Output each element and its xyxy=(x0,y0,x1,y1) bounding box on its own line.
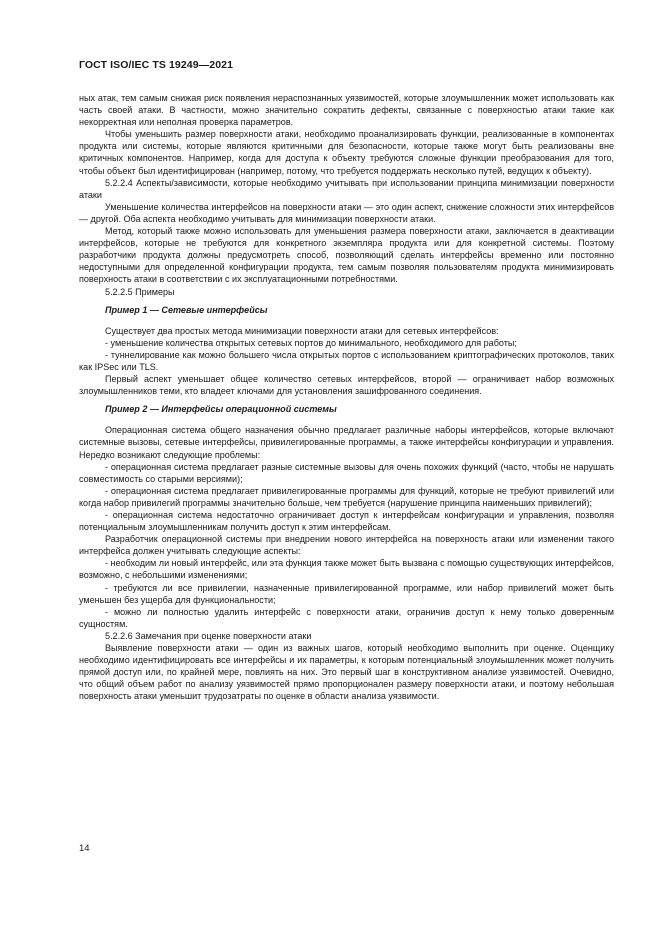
section-heading-5-2-2-4: 5.2.2.4 Аспекты/зависимости, которые необходимо учитывать при использовании принципа минимизации поверхности атаки xyxy=(79,177,614,200)
paragraph: Разработчик операционной системы при внедрении нового интерфейса на поверхность атаки или изменении такого интерфейса должен учитывать следующие аспекты: xyxy=(79,534,614,557)
list-item: - можно ли полностью удалить интерфейс с поверхности атаки, ограничив доступ к нему только доверенным сущностям. xyxy=(79,606,614,629)
section-heading-5-2-2-5: 5.2.2.5 Примеры xyxy=(105,286,175,297)
example-2-heading: Пример 2 — Интерфейсы операционной системы xyxy=(105,404,337,415)
list-item: - операционная система предлагает привилегированные программы для функций, которые не требуют привилегий или когда набор привилегий программы значительно больше, чем требуется (нарушение принципа наименьших привилегий); xyxy=(79,485,614,508)
list-item: - операционная система недостаточно ограничивает доступ к интерфейсам конфигурации и управления, позволяя потенциальным злоумышленникам получить доступ к этим интерфейсам. xyxy=(79,510,614,533)
list-item: - уменьшение количества открытых сетевых портов до минимального, необходимого для работы; xyxy=(105,337,517,348)
paragraph: Операционная система общего назначения обычно предлагает различные наборы интерфейсов, которые включают системные вызовы, сетевые интерфейсы, привилегированные программы, а также интерфейсы конфигурации и управления. Нередко возникают следующие проблемы: xyxy=(79,425,614,460)
example-1-heading: Пример 1 — Сетевые интерфейсы xyxy=(105,304,268,315)
paragraph: ных атак, тем самым снижая риск появления нераспознанных уязвимостей, которые злоумышленник может использовать как часть своей атаки. В частности, можно значительно сократить дефекты, связанные с поверхностью атаки такие как некорректная или неполная проверка параметров. xyxy=(79,93,614,128)
paragraph: Метод, который также можно использовать для уменьшения размера поверхности атаки, заключается в деактивации интерфейсов, которые не требуются для конкретного экземпляра продукта или для конкретной системы. Поэтому разработчики продукта должны предусмотреть способ, позволяющий сделать интерфейсы временно или постоянно недоступными для определенной конфигурации продукта, тем самым позволяя пользователям продукта минимизировать поверхность атаки в соответствии с их эксплуатационными потребностями. xyxy=(79,226,614,285)
list-item: - требуются ли все привилегии, назначенные привилегированной программе, или набор привилегий может быть уменьшен без ущерба для функциональности; xyxy=(79,582,614,605)
document-body xyxy=(79,92,614,703)
paragraph: Уменьшение количества интерфейсов на поверхности атаки — это один аспект, снижение сложности этих интерфейсов — другой. Оба аспекта необходимо учитывать для минимизации поверхности атаки. xyxy=(79,201,614,224)
list-item: - туннелирование как можно большего числа открытых портов с использованием криптографических протоколов, таких как IPSec или TLS. xyxy=(79,349,614,372)
list-item: - необходим ли новый интерфейс, или эта функция также может быть вызвана с помощью существующих интерфейсов, возможно, с небольшими изменениями; xyxy=(79,558,615,581)
page-number: 14 xyxy=(79,843,90,854)
section-heading-5-2-2-6: 5.2.2.6 Замечания при оценке поверхности атаки xyxy=(105,630,312,641)
paragraph: Существует два простых метода минимизации поверхности атаки для сетевых интерфейсов: xyxy=(105,325,499,336)
document-header-title: ГОСТ ISO/IEC TS 19249—2021 xyxy=(79,59,234,71)
paragraph: Чтобы уменьшить размер поверхности атаки, необходимо проанализировать функции, реализованные в компонентах продукта или системы, которые являются критичными для безопасности, которые также могут быть реализованы вне критичных компонентов. Например, когда для доступа к объекту требуются сложные функции преобразования для того, чтобы объект был идентифицирован (например, потому, что требуется поддержать несколько путей, ведущих к объекту). xyxy=(79,129,614,176)
list-item: - операционная система предлагает разные системные вызовы для очень похожих функций (часто, чтобы не нарушать совместимость со старыми версиями); xyxy=(79,461,614,484)
paragraph: Первый аспект уменьшает общее количество сетевых интерфейсов, второй — ограничивает набор возможных злоумышленников теми, кто владеет ключами для установления зашифрованного соединения. xyxy=(79,374,614,397)
paragraph: Выявление поверхности атаки — один из важных шагов, который необходимо выполнить при оценке. Оценщику необходимо идентифицировать все интерфейсы и их параметры, к которым потенциальный злоумышленник может получить прямой доступ или, по крайней мере, повлиять на них. Это первый шаг в конструктивном анализе уязвимостей. Очевидно, что общий объем работ по анализу уязвимостей прямо пропорционален размеру поверхности атаки, и поэтому небольшая поверхность атаки уменьшит трудозатраты по оценке в области анализа уязвимости. xyxy=(79,643,614,702)
